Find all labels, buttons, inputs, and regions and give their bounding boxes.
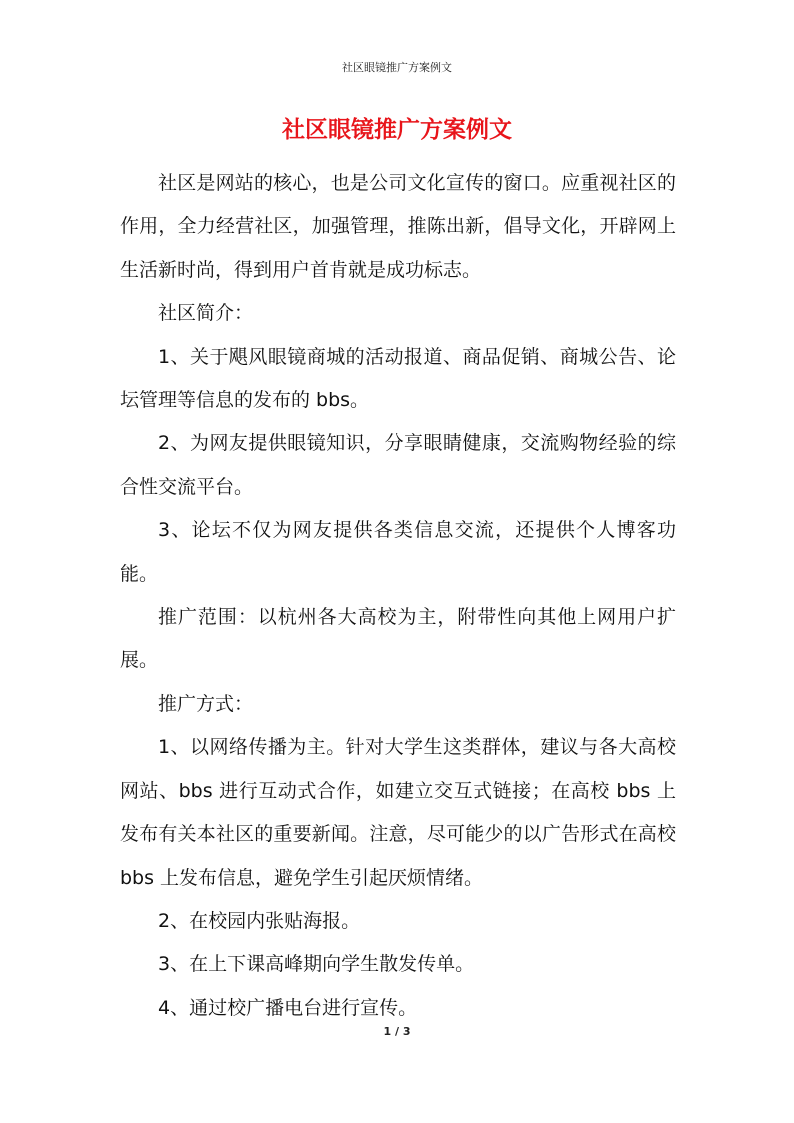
- paragraph-intro: 社区是网站的核心，也是公司文化宣传的窗口。应重视社区的作用，全力经营社区，加强管理，推陈出新，倡导文化，开辟网上生活新时尚，得到用户首肯就是成功标志。: [120, 172, 676, 281]
- paragraph-community-item-2: 2、为网友提供眼镜知识，分享眼睛健康，交流购物经验的综合性交流平台。: [120, 432, 676, 498]
- paragraph-method-2: 2、在校园内张贴海报。: [158, 909, 361, 932]
- paragraph-community-item-3: 3、论坛不仅为网友提供各类信息交流，还提供个人博客功能。: [120, 519, 676, 585]
- paragraph-method-4: 4、通过校广播电台进行宣传。: [158, 996, 418, 1019]
- paragraph-community-intro-heading: 社区简介：: [158, 302, 254, 325]
- paragraph-method-3: 3、在上下课高峰期向学生散发传单。: [158, 953, 475, 976]
- paragraph-promotion-scope: 推广范围：以杭州各大高校为主，附带性向其他上网用户扩展。: [120, 606, 676, 672]
- paragraph-method-1: 1、以网络传播为主。针对大学生这类群体，建议与各大高校网站、bbs 进行互动式合作，如建立交互式链接；在高校 bbs 上发布有关本社区的重要新闻。注意，尽可能少的以广告形式在高校 bbs 上发布信息，避免学生引起厌烦情绪。: [120, 736, 676, 889]
- page-number: 1 / 3: [383, 1025, 411, 1038]
- document-title: 社区眼镜推广方案例文: [282, 117, 512, 143]
- document-body: [120, 162, 676, 1030]
- paragraph-community-item-1: 1、关于飓风眼镜商城的活动报道、商品促销、商城公告、论坛管理等信息的发布的 bbs。: [120, 345, 676, 412]
- paragraph-promotion-methods-heading: 推广方式：: [158, 692, 254, 715]
- running-header: 社区眼镜推广方案例文: [342, 61, 452, 74]
